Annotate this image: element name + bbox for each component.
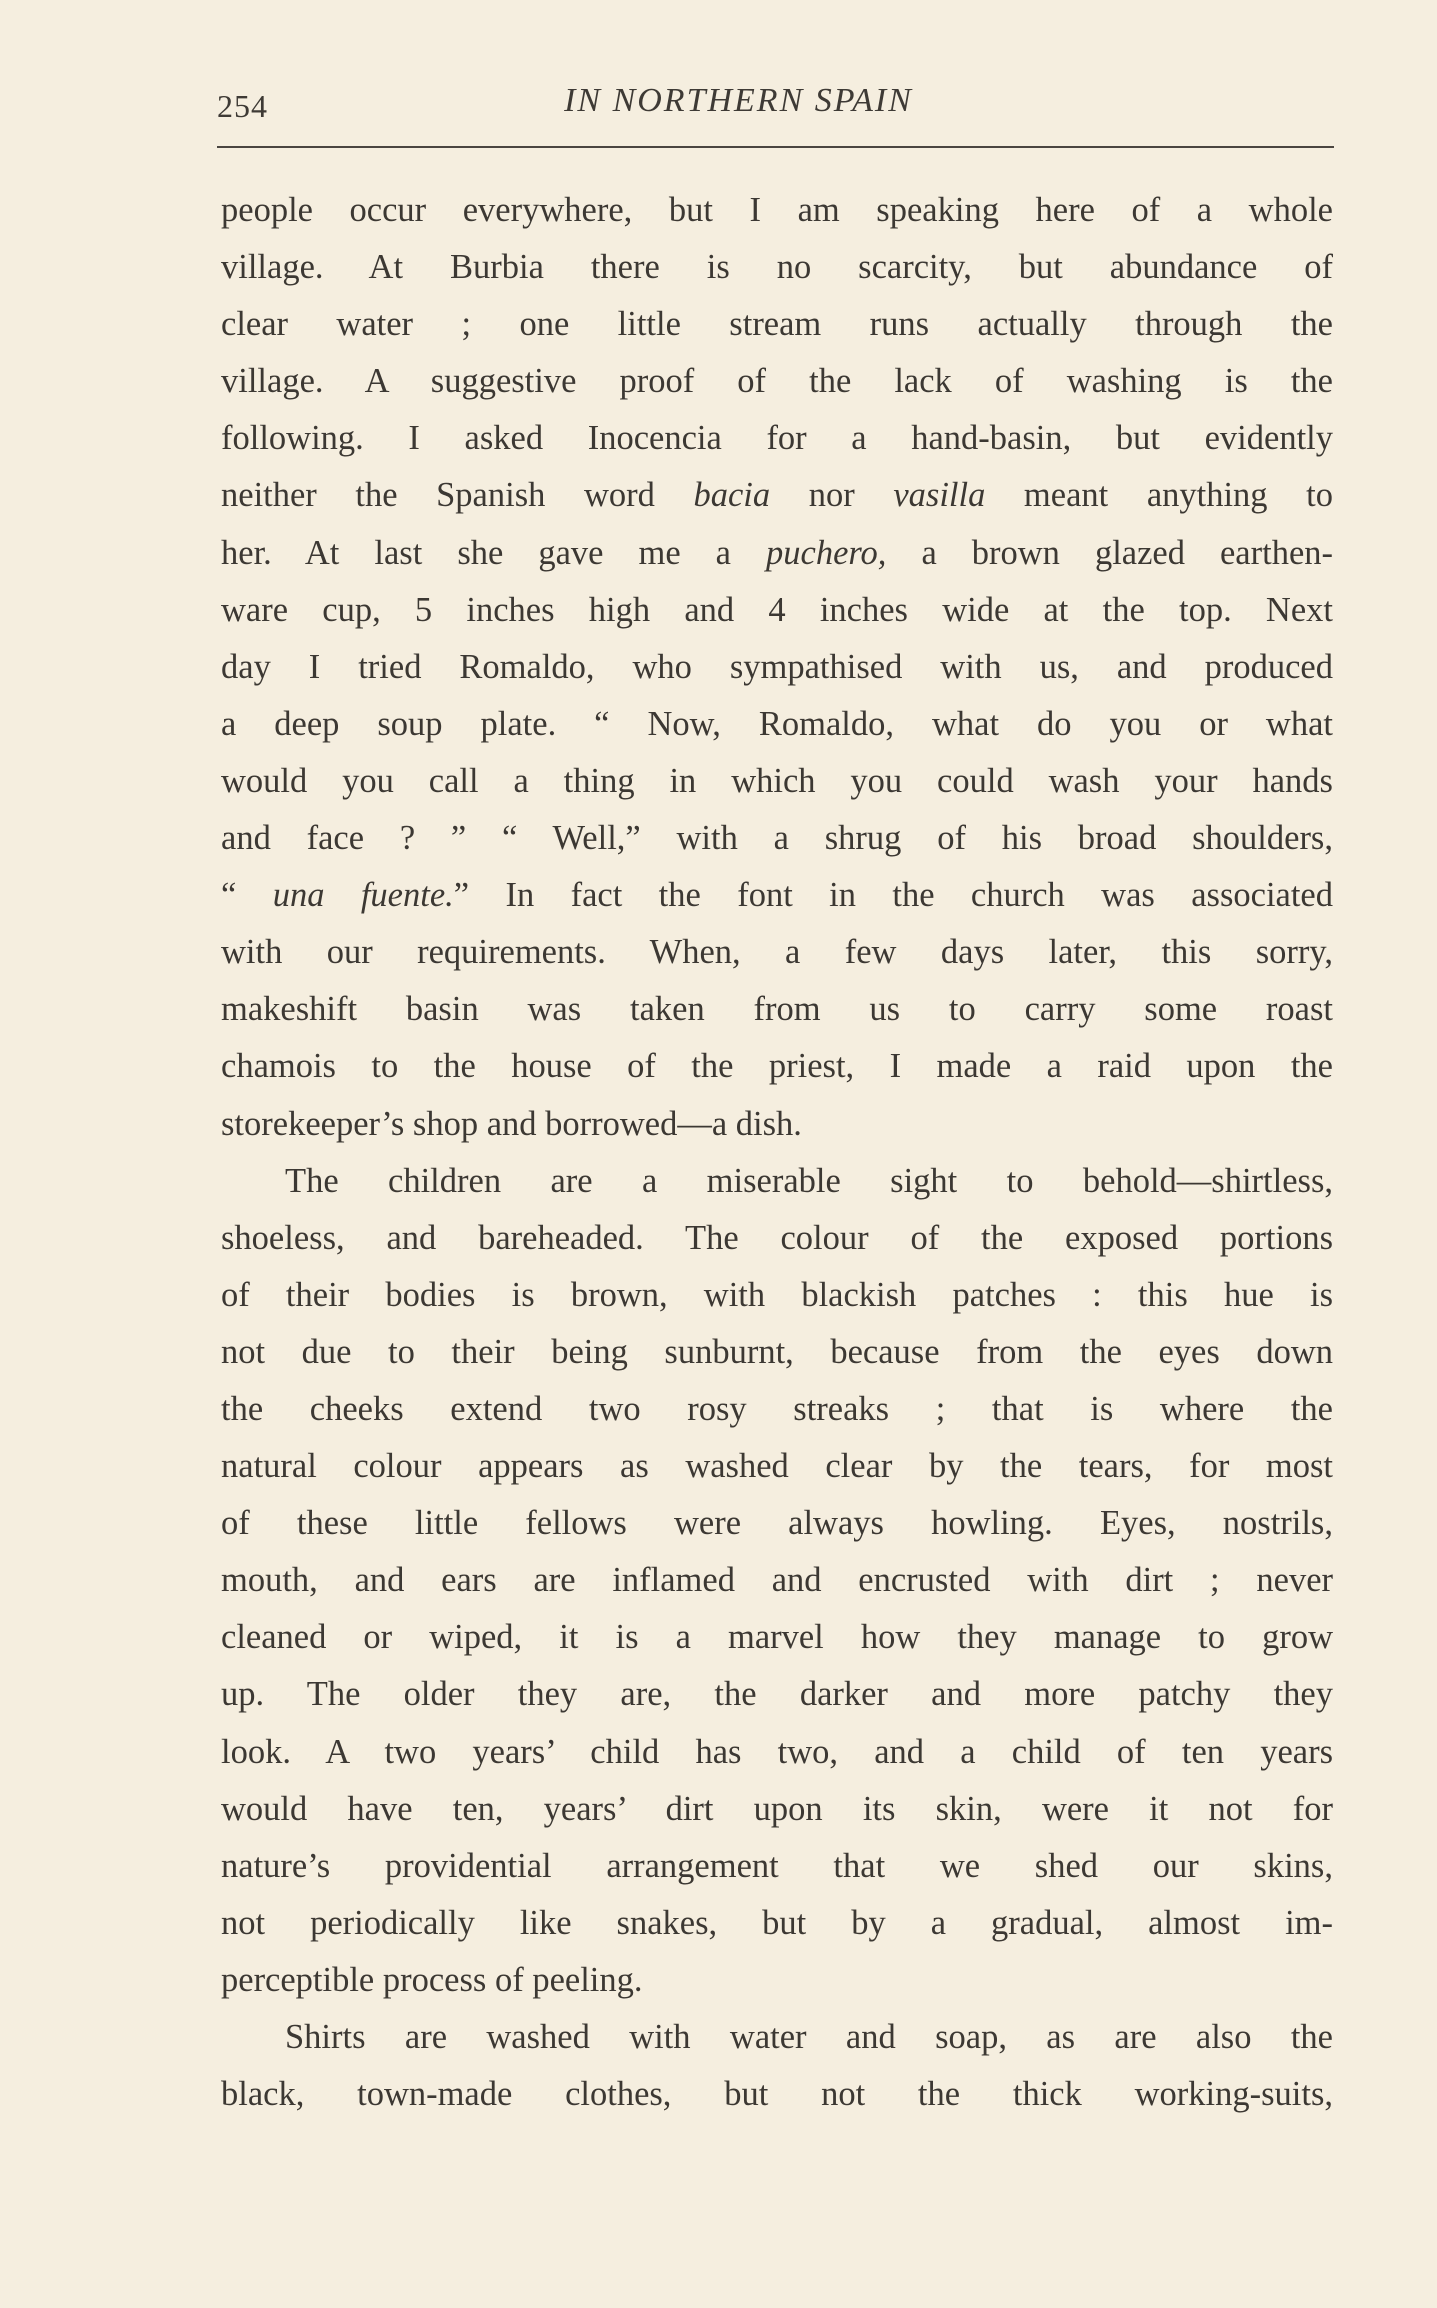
text-line: storekeeper’s shop and borrowed—a dish.	[221, 1104, 802, 1143]
text-line	[221, 867, 1333, 924]
text-line: would you call a thing in which you could wash your hands	[221, 761, 1333, 800]
text-line: nature’s providential arrangement that we shed our skins,	[221, 1846, 1333, 1885]
text-line: Shirts are washed with water and soap, as are also the	[285, 2018, 1333, 2056]
text-segment: her. At last she gave me a	[221, 533, 767, 572]
header-rule	[217, 146, 1334, 148]
text-line: village. At Burbia there is no scarcity, but abundance of	[221, 248, 1333, 287]
text-line: a deep soup plate. “ Now, Romaldo, what do you or what	[221, 704, 1333, 743]
text-line: village. A suggestive proof of the lack of washing is the	[221, 362, 1333, 401]
text-line: perceptible process of peeling.	[221, 1960, 643, 1999]
text-segment: nor	[770, 476, 894, 515]
running-title: IN NORTHERN SPAIN	[564, 82, 913, 119]
italic-word: puchero,	[766, 533, 887, 572]
text-segment: a brown glazed earthen-	[886, 533, 1333, 572]
italic-word: bacia	[693, 476, 771, 515]
text-segment: neither the Spanish word	[221, 476, 694, 515]
text-line: black, town-made clothes, but not the thick working-suits,	[221, 2075, 1333, 2114]
text-line	[221, 525, 1333, 582]
text-segment: ” In fact the font in the church was associated	[453, 876, 1333, 915]
text-line: shoeless, and bareheaded. The colour of the exposed portions	[221, 1218, 1333, 1257]
text-line: cleaned or wiped, it is a marvel how they manage to grow	[221, 1618, 1333, 1657]
text-line: not periodically like snakes, but by a gradual, almost im-	[221, 1903, 1333, 1942]
text-line: The children are a miserable sight to behold—shirtless,	[285, 1161, 1333, 1200]
text-line: and face ? ” “ Well,” with a shrug of his broad shoulders,	[221, 819, 1333, 858]
text-line: look. A two years’ child has two, and a child of ten years	[221, 1732, 1333, 1771]
text-segment: “	[221, 876, 273, 915]
text-line: not due to their being sunburnt, because from the eyes down	[221, 1332, 1333, 1371]
text-line: the cheeks extend two rosy streaks ; that is where the	[221, 1389, 1333, 1428]
body-text	[221, 182, 1333, 2123]
text-line: natural colour appears as washed clear by the tears, for most	[221, 1447, 1333, 1486]
text-line: would have ten, years’ dirt upon its skin, were it not for	[221, 1789, 1333, 1828]
italic-word: vasilla	[893, 476, 986, 515]
text-line: ware cup, 5 inches high and 4 inches wide at the top. Next	[221, 590, 1333, 629]
text-line: day I tried Romaldo, who sympathised with us, and produced	[221, 647, 1333, 686]
text-line: mouth, and ears are inflamed and encrusted with dirt ; never	[221, 1561, 1333, 1600]
text-line: people occur everywhere, but I am speaking here of a whole	[221, 191, 1333, 229]
page-number: 254	[217, 88, 268, 124]
text-line: with our requirements. When, a few days later, this sorry,	[221, 933, 1333, 972]
text-line: makeshift basin was taken from us to carry some roast	[221, 990, 1333, 1029]
text-segment: meant anything to	[985, 476, 1333, 515]
italic-word: una fuente.	[272, 876, 454, 915]
text-line: of these little fellows were always howling. Eyes, nostrils,	[221, 1504, 1333, 1543]
text-line: following. I asked Inocencia for a hand-basin, but evidently	[221, 419, 1333, 458]
text-line: of their bodies is brown, with blackish patches : this hue is	[221, 1275, 1333, 1314]
text-line	[221, 467, 1333, 524]
text-line: chamois to the house of the priest, I made a raid upon the	[221, 1047, 1333, 1086]
text-line: up. The older they are, the darker and more patchy they	[221, 1675, 1333, 1714]
text-line: clear water ; one little stream runs actually through the	[221, 305, 1333, 344]
